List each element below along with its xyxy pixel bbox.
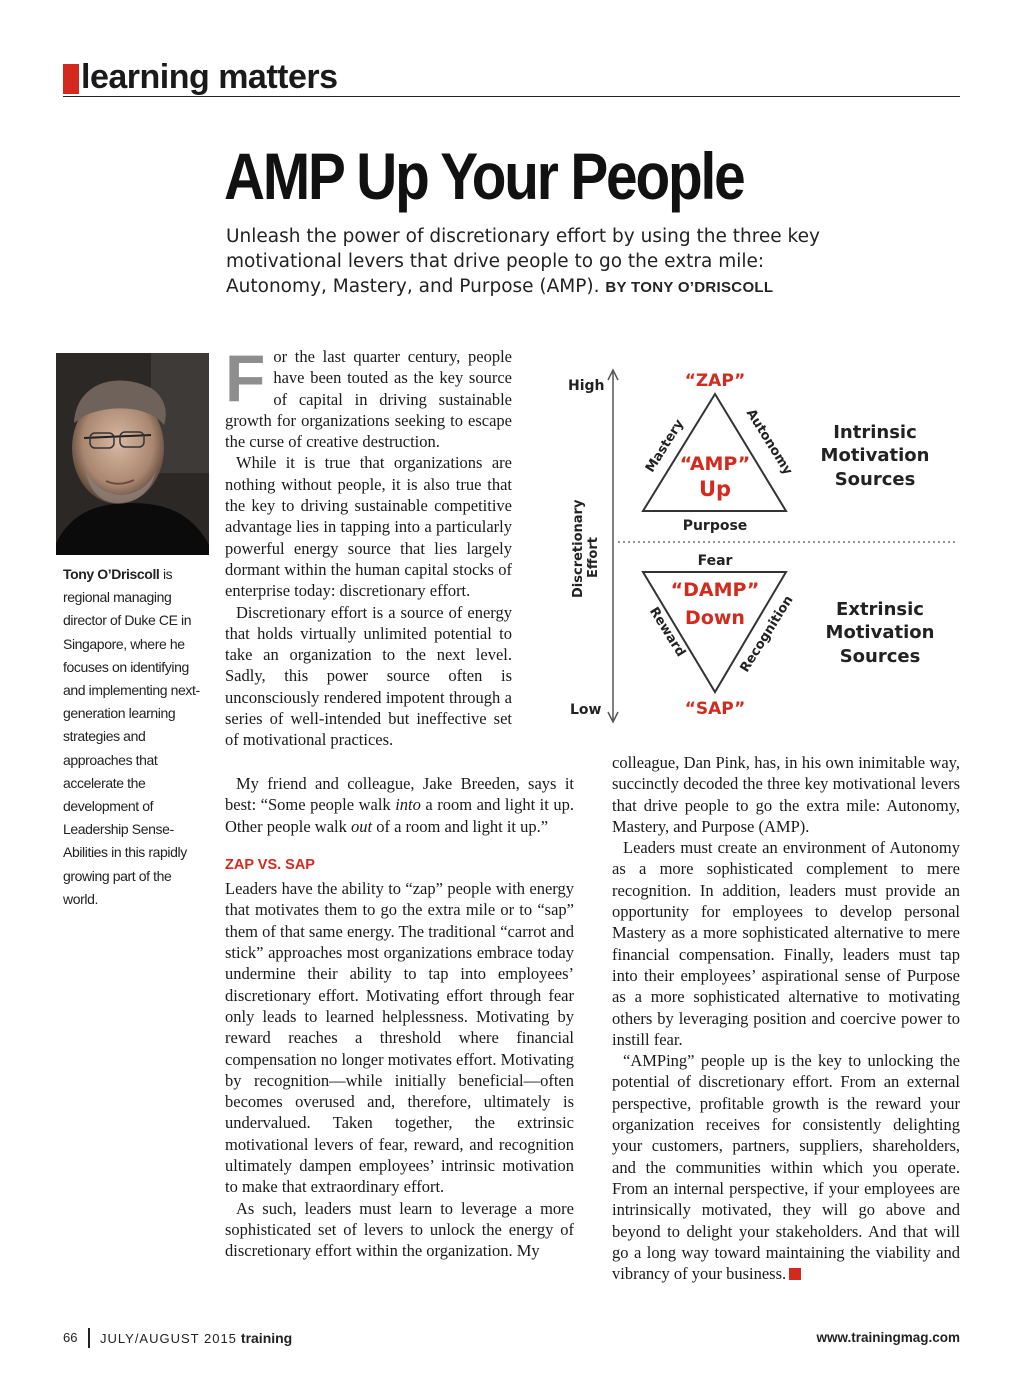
dek-text: Unleash the power of discretionary effort by using the three key motivational levers that drive people to go the extra mile: Autonomy, Mastery, and Purpose (AMP). <box>226 226 820 297</box>
issue-date: JULY/AUGUST 2015 <box>100 1331 237 1346</box>
text-run: “AMPing” people up is the key to unlocking the potential of discretionary effort. From an external perspective, profitable growth is the reward your organization receives for consistently delighting your customers, partners, suppliers, shareholders, and the communities within which you operate. From an internal perspective, if your employees are intrinsically motivated, they will go above and beyond to delight your stakeholders. And that will go a long way toward maintaining the viability and vibrancy of your business. <box>612 1051 960 1284</box>
paragraph <box>225 773 574 837</box>
amp-diagram <box>560 362 960 727</box>
purpose-label: Purpose <box>682 518 748 534</box>
drop-cap: F <box>225 341 266 415</box>
fear-label: Fear <box>697 553 733 569</box>
intrinsic-label-line1: Intrinsic <box>833 422 917 443</box>
website-link[interactable]: www.trainingmag.com <box>816 1330 960 1345</box>
issue-info <box>100 1330 292 1346</box>
autonomy-label: Autonomy <box>742 406 796 478</box>
bio-name: Tony O’Driscoll <box>63 566 160 582</box>
mastery-label: Mastery <box>642 416 688 476</box>
extrinsic-label-line2: Motivation <box>825 622 935 643</box>
paragraph: As such, leaders must learn to leverage a more sophisticated set of levers to unlock the energy of discretionary effort within the organization. My <box>225 1198 574 1261</box>
emphasis: into <box>395 795 421 815</box>
paragraph: Leaders must create an environment of Autonomy as a more sophisticated complement to mere recognition. In addition, leaders must provide an opportunity for employees to develop personal Mastery as a more sophisticated alternative to mere financial compensation. Finally, leaders must tap into their employees’ aspirational sense of Purpose as a more sophisticated alternative to motivating others by leveraging position and coercive power to instill fear. <box>612 838 960 1049</box>
up-label: Up <box>698 477 732 501</box>
amp-label: “AMP” <box>679 453 751 475</box>
page-footer <box>63 1330 960 1350</box>
zap-label: “ZAP” <box>684 371 746 391</box>
emphasis: out <box>351 816 373 836</box>
text-run: My friend and colleague, Jake Breeden, says it best: “Some people walk <box>225 774 574 815</box>
reward-label: Reward <box>645 604 688 660</box>
body-column-1-upper <box>225 341 512 751</box>
article-title: AMP Up Your People <box>224 139 744 213</box>
paragraph: colleague, Dan Pink, has, in his own inimitable way, succinctly decoded the three key motivational levers that drive people to go the extra mile: Autonomy, Mastery, and Purpose (AMP). <box>612 753 960 836</box>
paragraph <box>612 1050 960 1284</box>
end-of-article-icon <box>789 1268 801 1280</box>
section-label: learning matters <box>81 58 338 96</box>
section-header <box>63 60 960 97</box>
paragraph: Leaders have the ability to “zap” people with energy that motivates them to go the extra mile or to “sap” them of that same energy. The traditional “carrot and stick” approaches most organizations embrace today undermine their ability to tap into employees’ discretionary effort. Motivating effort through fear only leads to learned helplessness. Motivating by reward reaches a threshold where financial compensation no longer motivates effort. Motivating by recognition—while initially beneficial—often becomes overused and, therefore, ultimately is undervalued. Taken together, the extrinsic motivational levers of fear, reward, and recognition ultimately dampen employees’ intrinsic motivation to make that extraordinary effort. <box>225 879 574 1197</box>
body-column-2 <box>612 752 960 1284</box>
paragraph: or the last quarter century, people have been touted as the key source of capital in driving sustainable growth for organizations seeking to escape the curse of creative destruction. <box>225 347 512 452</box>
paragraph: While it is true that organizations are nothing without people, it is also true that the key to driving sustainable competitive advantage lies in tapping into a particularly powerful energy source that lies largely dormant within the human capital stocks of enterprise today: discretionary effort. <box>225 453 512 601</box>
intrinsic-label-line2: Motivation <box>820 445 930 466</box>
sap-label: “SAP” <box>684 699 746 719</box>
magazine-name: training <box>240 1330 293 1346</box>
subhead: ZAP VS. SAP <box>225 856 315 873</box>
recognition-label: Recognition <box>737 593 797 676</box>
axis-high-label: High <box>568 378 605 394</box>
extrinsic-label-line3: Sources <box>839 646 921 667</box>
author-bio <box>63 563 208 911</box>
text-run: a room and light it up. Other people walk <box>225 795 574 836</box>
body-column-1-lower <box>225 773 574 1262</box>
axis-title-line1: Discretionary <box>571 499 586 598</box>
damp-label: “DAMP” <box>670 579 760 601</box>
section-accent-mark <box>63 64 79 94</box>
footer-divider <box>88 1328 90 1348</box>
page-number: 66 <box>63 1330 78 1345</box>
intrinsic-label-line3: Sources <box>834 469 916 490</box>
article-dek <box>226 224 866 300</box>
author-photo <box>56 353 209 555</box>
byline: BY TONY O’DRISCOLL <box>605 279 774 296</box>
text-run: of a room and light it up.” <box>372 816 549 836</box>
paragraph: Discretionary effort is a source of energy that holds virtually unlimited potential to take an organization to the next level. Sadly, this power source often is unconsciously rendered impotent through a series of well-intended but ineffective set of motivational practices. <box>225 602 512 750</box>
extrinsic-label-line1: Extrinsic <box>836 599 924 620</box>
axis-low-label: Low <box>570 702 602 718</box>
axis-title-line2: Effort <box>586 537 601 578</box>
down-label: Down <box>685 607 745 629</box>
bio-text: is regional managing director of Duke CE in Singapore, where he focuses on identifying and implementing next-generation learning strategies and approaches that accelerate the development of Leadership Sense-Abilities in this rapidly growing part of the world. <box>63 566 200 907</box>
